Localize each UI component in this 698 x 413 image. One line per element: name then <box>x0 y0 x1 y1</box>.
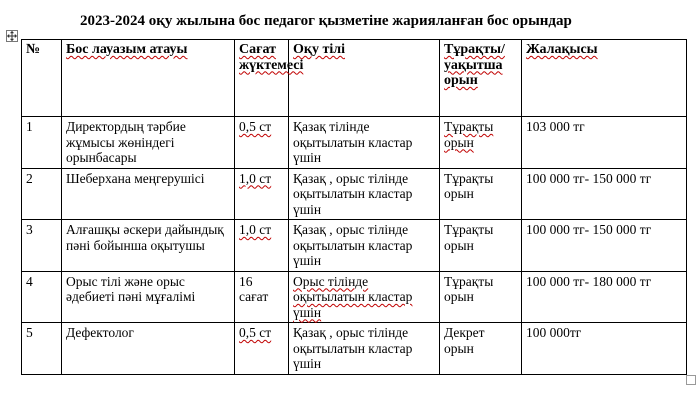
cell-num: 5 <box>22 323 62 375</box>
cell-language: Қазақ тілінде оқытылатын кластар үшін <box>289 117 440 169</box>
vacancies-table <box>21 39 687 375</box>
cell-hours: 0,5 ст <box>235 323 289 375</box>
cell-position: Шеберхана меңгерушісі <box>62 168 235 220</box>
cell-hours: 1,0 ст <box>235 220 289 272</box>
cell-num: 4 <box>22 271 62 323</box>
cell-type: Тұрақты орын <box>440 117 522 169</box>
header-language: Оқу тілі <box>289 40 440 117</box>
cell-salary: 100 000 тг- 180 000 тг <box>522 271 687 323</box>
cell-hours: 16 сағат <box>235 271 289 323</box>
header-salary: Жалақысы <box>522 40 687 117</box>
cell-language: Қазақ , орыс тілінде оқытылатын кластар үшін <box>289 323 440 375</box>
cell-num: 1 <box>22 117 62 169</box>
cell-language: Орыс тілінде оқытылатын кластар үшін <box>289 271 440 323</box>
table-move-handle-icon[interactable] <box>6 30 18 42</box>
cell-type: Декрет орын <box>440 323 522 375</box>
header-position: Бос лауазым атауы <box>62 40 235 117</box>
cell-salary: 100 000 тг- 150 000 тг <box>522 168 687 220</box>
cell-type: Тұрақты орын <box>440 168 522 220</box>
cell-hours: 1,0 ст <box>235 168 289 220</box>
table-row <box>22 323 687 375</box>
table-row <box>22 220 687 272</box>
table-row <box>22 168 687 220</box>
cell-position: Алғашқы әскери дайындық пәні бойынша оқытушы <box>62 220 235 272</box>
cell-position: Орыс тілі және орыс әдебиеті пәні мұғалімі <box>62 271 235 323</box>
table-row <box>22 271 687 323</box>
cell-language: Қазақ , орыс тілінде оқытылатын кластар үшін <box>289 168 440 220</box>
cell-num: 3 <box>22 220 62 272</box>
cell-position: Директордың тәрбие жұмысы жөніндегі орынбасары <box>62 117 235 169</box>
table-row <box>22 117 687 169</box>
table-resize-handle[interactable] <box>686 375 696 385</box>
cell-type: Тұрақты орын <box>440 220 522 272</box>
header-type: Тұрақты/ уақытша орын <box>440 40 522 117</box>
table-header-row <box>22 40 687 117</box>
cell-num: 2 <box>22 168 62 220</box>
cell-language: Қазақ , орыс тілінде оқытылатын кластар үшін <box>289 220 440 272</box>
cell-type: Тұрақты орын <box>440 271 522 323</box>
cell-hours: 0,5 ст <box>235 117 289 169</box>
cell-salary: 103 000 тг <box>522 117 687 169</box>
cell-position: Дефектолог <box>62 323 235 375</box>
header-hours: Сағат жүктемесі <box>235 40 289 117</box>
document-title: 2023-2024 оқу жылына бос педагог қызметіне жарияланған бос орындар <box>80 13 572 29</box>
cell-salary: 100 000 тг- 150 000 тг <box>522 220 687 272</box>
header-num: № <box>22 40 62 117</box>
cell-salary: 100 000тг <box>522 323 687 375</box>
